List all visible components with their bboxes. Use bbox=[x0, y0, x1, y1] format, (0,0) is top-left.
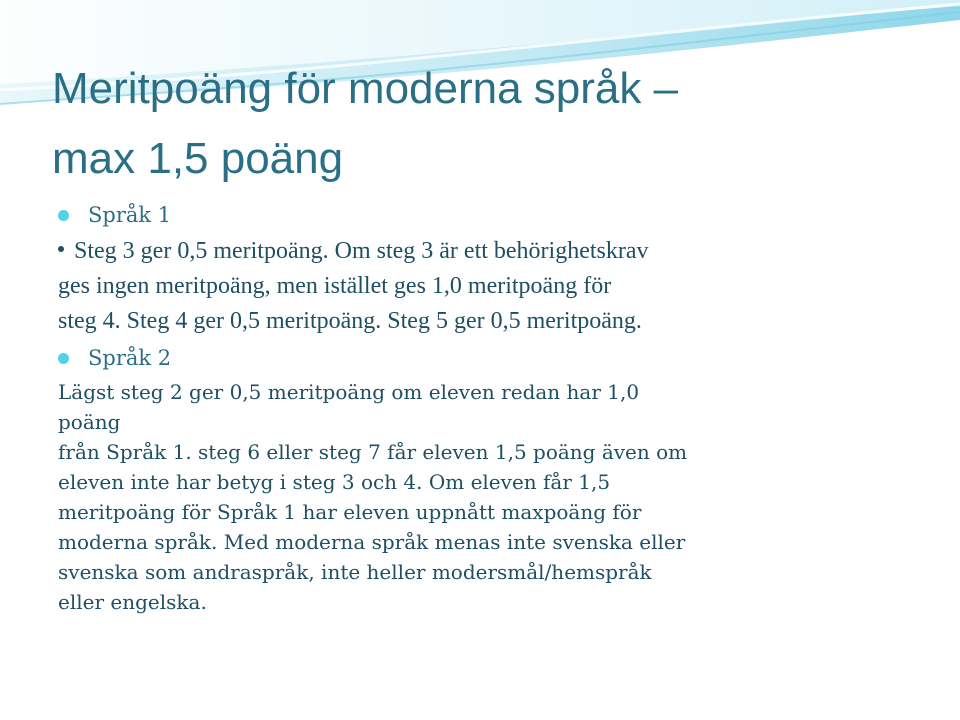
paragraph-sprak-1-line-1 bbox=[58, 234, 938, 269]
paragraph-sprak-2-line-3: från Språk 1. steg 6 eller steg 7 får eleven 1,5 poäng även om bbox=[58, 440, 688, 464]
slide-title bbox=[52, 54, 932, 194]
paragraph-sprak-2-line-8: eller engelska. bbox=[58, 590, 207, 614]
paragraph-sprak-2-line-5: meritpoäng för Språk 1 har eleven uppnått maxpoäng för bbox=[58, 500, 642, 524]
bullet-sprak-2-label: Språk 2 bbox=[88, 346, 172, 370]
paragraph-sprak-1 bbox=[58, 234, 938, 339]
paragraph-sprak-2-line-6: moderna språk. Med moderna språk menas inte svenska eller bbox=[58, 530, 686, 554]
paragraph-sprak-1-line-3: steg 4. Steg 4 ger 0,5 meritpoäng. Steg 5 ger 0,5 meritpoäng. bbox=[58, 308, 642, 334]
bullet-sprak-2 bbox=[58, 343, 938, 373]
paragraph-sprak-2-line-2: poäng bbox=[58, 410, 121, 434]
bullet-sprak-1 bbox=[58, 200, 938, 230]
paragraph-sprak-1-line-1-text: Steg 3 ger 0,5 meritpoäng. Om steg 3 är ett behörighetskrav bbox=[74, 238, 649, 264]
bullet-dot-icon bbox=[58, 210, 69, 221]
small-bullet-icon bbox=[58, 246, 64, 252]
bullet-sprak-1-label: Språk 1 bbox=[88, 203, 172, 227]
bullet-dot-icon bbox=[58, 353, 69, 364]
paragraph-sprak-2-line-4: eleven inte har betyg i steg 3 och 4. Om eleven får 1,5 bbox=[58, 470, 611, 494]
title-line-2: max 1,5 poäng bbox=[52, 134, 344, 183]
paragraph-sprak-2 bbox=[58, 377, 938, 617]
title-line-1: Meritpoäng för moderna språk – bbox=[52, 64, 679, 113]
paragraph-sprak-2-line-7: svenska som andraspråk, inte heller modersmål/hemspråk bbox=[58, 560, 652, 584]
paragraph-sprak-1-line-2: ges ingen meritpoäng, men istället ges 1,0 meritpoäng för bbox=[58, 273, 612, 299]
slide-content bbox=[58, 200, 938, 617]
paragraph-sprak-2-line-1: Lägst steg 2 ger 0,5 meritpoäng om eleven redan har 1,0 bbox=[58, 380, 640, 404]
